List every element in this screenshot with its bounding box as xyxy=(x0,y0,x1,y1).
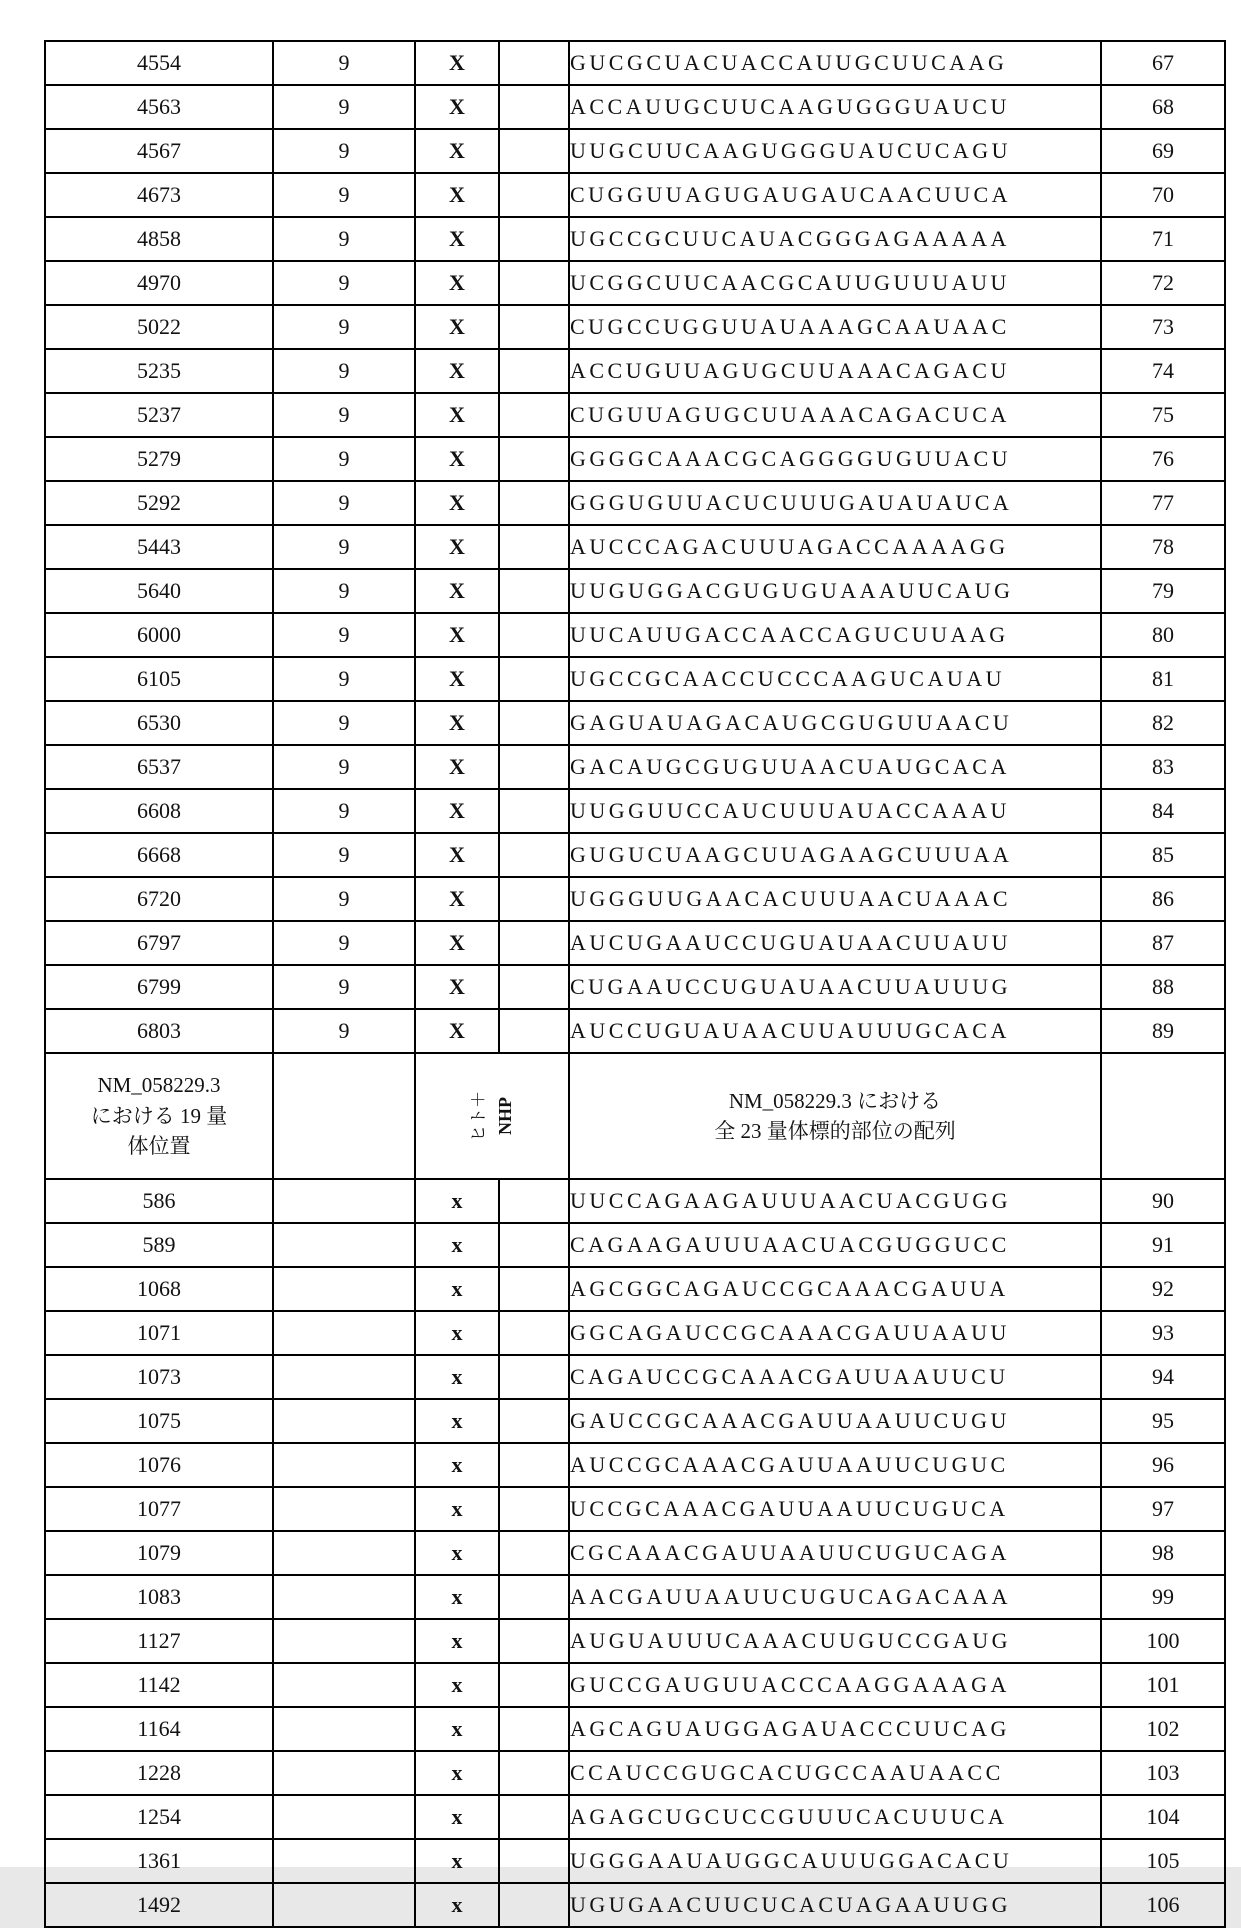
seq-id-cell: 78 xyxy=(1101,525,1225,569)
nhp-mark-cell xyxy=(499,85,569,129)
seq-id-cell: 88 xyxy=(1101,965,1225,1009)
seq-id-cell: 99 xyxy=(1101,1575,1225,1619)
position-cell: 1077 xyxy=(45,1487,273,1531)
nhp-mark-cell xyxy=(499,745,569,789)
upper-section xyxy=(45,41,1225,1053)
species-mark-cell: x xyxy=(415,1707,499,1751)
table-row xyxy=(45,1795,1225,1839)
table-row xyxy=(45,173,1225,217)
sequence-cell: AUCCUGUAUAACUUAUUUGCACA xyxy=(569,1009,1101,1053)
nhp-mark-cell xyxy=(499,921,569,965)
position-cell: 4554 xyxy=(45,41,273,85)
position-cell: 1127 xyxy=(45,1619,273,1663)
species-mark-cell: X xyxy=(415,701,499,745)
sequence-cell: UUCCAGAAGAUUUAACUACGUGG xyxy=(569,1179,1101,1223)
count-cell xyxy=(273,1839,415,1883)
species-mark-cell: X xyxy=(415,173,499,217)
count-cell xyxy=(273,1883,415,1927)
sequence-cell: UGGGUUGAACACUUUAACUAAAC xyxy=(569,877,1101,921)
sequence-cell: CUGUUAGUGCUUAAACAGACUCA xyxy=(569,393,1101,437)
species-mark-cell: X xyxy=(415,657,499,701)
nhp-mark-cell xyxy=(499,261,569,305)
sequence-cell: GGCAGAUCCGCAAACGAUUAAUU xyxy=(569,1311,1101,1355)
seq-id-cell: 70 xyxy=(1101,173,1225,217)
table-row xyxy=(45,41,1225,85)
seq-id-cell: 80 xyxy=(1101,613,1225,657)
count-cell xyxy=(273,1795,415,1839)
seq-id-cell: 76 xyxy=(1101,437,1225,481)
species-mark-cell: X xyxy=(415,129,499,173)
nhp-mark-cell xyxy=(499,1009,569,1053)
nhp-mark-cell xyxy=(499,173,569,217)
species-mark-cell: X xyxy=(415,481,499,525)
sequence-cell: UUCAUUGACCAACCAGUCUUAAG xyxy=(569,613,1101,657)
table-row xyxy=(45,1619,1225,1663)
seq-id-cell: 92 xyxy=(1101,1267,1225,1311)
nhp-mark-cell xyxy=(499,1619,569,1663)
count-cell xyxy=(273,1751,415,1795)
nhp-mark-cell xyxy=(499,481,569,525)
seq-id-cell: 96 xyxy=(1101,1443,1225,1487)
count-cell: 9 xyxy=(273,613,415,657)
species-mark-cell: x xyxy=(415,1839,499,1883)
count-cell xyxy=(273,1575,415,1619)
position-cell: 4563 xyxy=(45,85,273,129)
table-row xyxy=(45,85,1225,129)
table-row xyxy=(45,569,1225,613)
count-cell: 9 xyxy=(273,261,415,305)
nhp-mark-cell xyxy=(499,613,569,657)
position-cell: 1071 xyxy=(45,1311,273,1355)
count-cell xyxy=(273,1443,415,1487)
seq-id-cell: 89 xyxy=(1101,1009,1225,1053)
sequence-cell: AUCCCAGACUUUAGACCAAAAGG xyxy=(569,525,1101,569)
species-mark-cell: X xyxy=(415,745,499,789)
count-cell: 9 xyxy=(273,393,415,437)
position-cell: 6797 xyxy=(45,921,273,965)
count-cell: 9 xyxy=(273,921,415,965)
species-column-header xyxy=(415,1053,569,1179)
sequence-cell: UGUGAACUUCUCACUAGAAUUGG xyxy=(569,1883,1101,1927)
table-row xyxy=(45,1267,1225,1311)
seq-id-cell: 84 xyxy=(1101,789,1225,833)
table-row xyxy=(45,833,1225,877)
seq-id-cell: 104 xyxy=(1101,1795,1225,1839)
position-cell: 1073 xyxy=(45,1355,273,1399)
table-row xyxy=(45,1311,1225,1355)
species-mark-cell: x xyxy=(415,1399,499,1443)
seq-id-cell: 101 xyxy=(1101,1663,1225,1707)
nhp-mark-cell xyxy=(499,393,569,437)
seq-id-cell: 75 xyxy=(1101,393,1225,437)
seq-id-cell: 97 xyxy=(1101,1487,1225,1531)
sequence-cell: UUGCUUCAAGUGGGUAUCUCAGU xyxy=(569,129,1101,173)
lower-section xyxy=(45,1179,1225,1927)
seq-id-cell: 103 xyxy=(1101,1751,1225,1795)
species-mark-cell: x xyxy=(415,1531,499,1575)
table-row xyxy=(45,1707,1225,1751)
table-row xyxy=(45,745,1225,789)
species-mark-cell: X xyxy=(415,261,499,305)
position-cell: 4567 xyxy=(45,129,273,173)
sequence-cell: CUGGUUAGUGAUGAUCAACUUCA xyxy=(569,173,1101,217)
sequence-cell: UUGGUUCCAUCUUUAUACCAAAU xyxy=(569,789,1101,833)
nhp-mark-cell xyxy=(499,1707,569,1751)
position-cell: 1142 xyxy=(45,1663,273,1707)
nhp-mark-cell xyxy=(499,41,569,85)
seq-id-cell: 93 xyxy=(1101,1311,1225,1355)
nhp-mark-cell xyxy=(499,569,569,613)
table-row xyxy=(45,1575,1225,1619)
nhp-label-column xyxy=(492,1097,518,1135)
seq-id-cell: 68 xyxy=(1101,85,1225,129)
position-cell: 1076 xyxy=(45,1443,273,1487)
seq-id-cell: 73 xyxy=(1101,305,1225,349)
count-cell: 9 xyxy=(273,217,415,261)
nhp-mark-cell xyxy=(499,877,569,921)
count-cell xyxy=(273,1223,415,1267)
position-cell: 1254 xyxy=(45,1795,273,1839)
sequence-cell: CAGAAGAUUUAACUACGUGGUCC xyxy=(569,1223,1101,1267)
nhp-mark-cell xyxy=(499,1487,569,1531)
nhp-mark-cell xyxy=(499,1311,569,1355)
count-cell: 9 xyxy=(273,41,415,85)
count-cell: 9 xyxy=(273,833,415,877)
count-cell: 9 xyxy=(273,437,415,481)
sequence-cell: UCCGCAAACGAUUAAUUCUGUCA xyxy=(569,1487,1101,1531)
count-cell: 9 xyxy=(273,569,415,613)
sequence-cell: GACAUGCGUGUUAACUAUGCACA xyxy=(569,745,1101,789)
position-cell: 4970 xyxy=(45,261,273,305)
nhp-mark-cell xyxy=(499,1839,569,1883)
nhp-mark-cell xyxy=(499,1531,569,1575)
sequence-cell: UUGUGGACGUGUGUAAAUUCAUG xyxy=(569,569,1101,613)
nhp-mark-cell xyxy=(499,965,569,1009)
seq-id-cell: 90 xyxy=(1101,1179,1225,1223)
position-cell: 6000 xyxy=(45,613,273,657)
count-cell xyxy=(273,1355,415,1399)
nhp-mark-cell xyxy=(499,305,569,349)
sequence-cell: CUGCCUGGUUAUAAAGCAAUAAC xyxy=(569,305,1101,349)
nhp-mark-cell xyxy=(499,1443,569,1487)
species-mark-cell: X xyxy=(415,789,499,833)
table-row xyxy=(45,789,1225,833)
position-cell: 1079 xyxy=(45,1531,273,1575)
species-mark-cell: x xyxy=(415,1179,499,1223)
species-mark-cell: x xyxy=(415,1663,499,1707)
seq-id-cell: 106 xyxy=(1101,1883,1225,1927)
table-row xyxy=(45,129,1225,173)
species-mark-cell: x xyxy=(415,1751,499,1795)
sequence-cell: CGCAAACGAUUAAUUCUGUCAGA xyxy=(569,1531,1101,1575)
seq-id-cell: 67 xyxy=(1101,41,1225,85)
species-mark-cell: X xyxy=(415,569,499,613)
table-row xyxy=(45,217,1225,261)
count-cell xyxy=(273,1179,415,1223)
nhp-mark-cell xyxy=(499,1575,569,1619)
nhp-mark-cell xyxy=(499,833,569,877)
position-cell: 6668 xyxy=(45,833,273,877)
sequence-cell: ACCUGUUAGUGCUUAAACAGACU xyxy=(569,349,1101,393)
position-cell: 6803 xyxy=(45,1009,273,1053)
table-row xyxy=(45,481,1225,525)
count-column-header xyxy=(273,1053,415,1179)
position-cell: 5292 xyxy=(45,481,273,525)
table-row xyxy=(45,261,1225,305)
nhp-mark-cell xyxy=(499,1883,569,1927)
species-mark-cell: x xyxy=(415,1267,499,1311)
nhp-mark-cell xyxy=(499,1663,569,1707)
table-row xyxy=(45,613,1225,657)
position-cell: 1164 xyxy=(45,1707,273,1751)
sequence-cell: AACGAUUAAUUCUGUCAGACAAA xyxy=(569,1575,1101,1619)
table-row xyxy=(45,701,1225,745)
seq-id-cell: 85 xyxy=(1101,833,1225,877)
seq-id-cell: 79 xyxy=(1101,569,1225,613)
species-mark-cell: X xyxy=(415,217,499,261)
nhp-mark-cell xyxy=(499,1355,569,1399)
nhp-label: NHP xyxy=(494,1097,515,1135)
human-plus-label: ヒト＋ xyxy=(468,1090,488,1142)
species-mark-cell: x xyxy=(415,1883,499,1927)
position-cell: 5640 xyxy=(45,569,273,613)
count-cell xyxy=(273,1663,415,1707)
sequence-cell: GGGUGUUACUCUUUGAUAUAUCA xyxy=(569,481,1101,525)
species-mark-cell: X xyxy=(415,1009,499,1053)
seq-id-column-header xyxy=(1101,1053,1225,1179)
position-cell: 6720 xyxy=(45,877,273,921)
species-mark-cell: X xyxy=(415,965,499,1009)
species-mark-cell: x xyxy=(415,1311,499,1355)
nhp-mark-cell xyxy=(499,129,569,173)
position-cell: 6799 xyxy=(45,965,273,1009)
table-row xyxy=(45,1009,1225,1053)
sequence-cell: AGCGGCAGAUCCGCAAACGAUUA xyxy=(569,1267,1101,1311)
position-cell: 5237 xyxy=(45,393,273,437)
table-row xyxy=(45,1355,1225,1399)
species-mark-cell: X xyxy=(415,877,499,921)
sequence-column-header: NM_058229.3 における 全 23 量体標的部位の配列 xyxy=(569,1053,1101,1179)
nhp-mark-cell xyxy=(499,217,569,261)
nhp-mark-cell xyxy=(499,701,569,745)
nhp-mark-cell xyxy=(499,1399,569,1443)
table-row xyxy=(45,965,1225,1009)
count-cell: 9 xyxy=(273,481,415,525)
seq-id-cell: 91 xyxy=(1101,1223,1225,1267)
sequence-cell: UGGGAAUAUGGCAUUUGGACACU xyxy=(569,1839,1101,1883)
nhp-mark-cell xyxy=(499,525,569,569)
count-cell xyxy=(273,1311,415,1355)
species-mark-cell: X xyxy=(415,85,499,129)
nhp-mark-cell xyxy=(499,657,569,701)
count-cell xyxy=(273,1399,415,1443)
nhp-mark-cell xyxy=(499,1223,569,1267)
sequence-cell: AGCAGUAUGGAGAUACCCUUCAG xyxy=(569,1707,1101,1751)
table-row xyxy=(45,921,1225,965)
position-cell: 1083 xyxy=(45,1575,273,1619)
nhp-mark-cell xyxy=(499,1179,569,1223)
count-cell: 9 xyxy=(273,525,415,569)
count-cell: 9 xyxy=(273,701,415,745)
nhp-mark-cell xyxy=(499,1795,569,1839)
nhp-mark-cell xyxy=(499,1267,569,1311)
species-mark-cell: X xyxy=(415,41,499,85)
count-cell: 9 xyxy=(273,173,415,217)
sequence-cell: UGCCGCAACCUCCCAAGUCAUAU xyxy=(569,657,1101,701)
seq-id-cell: 94 xyxy=(1101,1355,1225,1399)
seq-id-cell: 71 xyxy=(1101,217,1225,261)
position-cell: 6537 xyxy=(45,745,273,789)
species-mark-cell: X xyxy=(415,437,499,481)
table-row xyxy=(45,657,1225,701)
position-cell: 1228 xyxy=(45,1751,273,1795)
sequence-cell: CUGAAUCCUGUAUAACUUAUUUG xyxy=(569,965,1101,1009)
sequence-cell: GUGUCUAAGCUUAGAAGCUUUAA xyxy=(569,833,1101,877)
table-row xyxy=(45,393,1225,437)
sequence-cell: UCGGCUUCAACGCAUUGUUUAUU xyxy=(569,261,1101,305)
seq-id-cell: 83 xyxy=(1101,745,1225,789)
count-cell: 9 xyxy=(273,85,415,129)
count-cell: 9 xyxy=(273,657,415,701)
species-mark-cell: x xyxy=(415,1487,499,1531)
position-cell: 6530 xyxy=(45,701,273,745)
table-row xyxy=(45,877,1225,921)
position-cell: 6608 xyxy=(45,789,273,833)
count-cell: 9 xyxy=(273,745,415,789)
species-mark-cell: X xyxy=(415,393,499,437)
table-row xyxy=(45,1663,1225,1707)
sequence-cell: AUCUGAAUCCUGUAUAACUUAUU xyxy=(569,921,1101,965)
sequence-cell: CAGAUCCGCAAACGAUUAAUUCU xyxy=(569,1355,1101,1399)
count-cell xyxy=(273,1531,415,1575)
count-cell xyxy=(273,1267,415,1311)
seq-id-cell: 100 xyxy=(1101,1619,1225,1663)
position-cell: 5022 xyxy=(45,305,273,349)
sequence-cell: AUGUAUUUCAAACUUGUCCGAUG xyxy=(569,1619,1101,1663)
seq-id-cell: 86 xyxy=(1101,877,1225,921)
count-cell: 9 xyxy=(273,877,415,921)
count-cell xyxy=(273,1707,415,1751)
species-mark-cell: X xyxy=(415,921,499,965)
nhp-mark-cell xyxy=(499,437,569,481)
seq-id-cell: 87 xyxy=(1101,921,1225,965)
seq-id-cell: 72 xyxy=(1101,261,1225,305)
species-mark-cell: X xyxy=(415,525,499,569)
table-row xyxy=(45,1223,1225,1267)
position-cell: 4858 xyxy=(45,217,273,261)
rotated-labels xyxy=(416,1054,568,1178)
seq-id-cell: 82 xyxy=(1101,701,1225,745)
seq-id-cell: 98 xyxy=(1101,1531,1225,1575)
position-cell: 1492 xyxy=(45,1883,273,1927)
position-cell: 4673 xyxy=(45,173,273,217)
position-cell: 6105 xyxy=(45,657,273,701)
sequence-cell: GUCGCUACUACCAUUGCUUCAAG xyxy=(569,41,1101,85)
table-row xyxy=(45,305,1225,349)
seq-id-cell: 81 xyxy=(1101,657,1225,701)
position-cell: 589 xyxy=(45,1223,273,1267)
table-row xyxy=(45,525,1225,569)
seq-id-cell: 102 xyxy=(1101,1707,1225,1751)
sequence-cell: GUCCGAUGUUACCCAAGGAAAGA xyxy=(569,1663,1101,1707)
count-cell: 9 xyxy=(273,349,415,393)
species-mark-cell: x xyxy=(415,1619,499,1663)
count-cell: 9 xyxy=(273,305,415,349)
count-cell: 9 xyxy=(273,129,415,173)
species-mark-cell: x xyxy=(415,1355,499,1399)
table-row xyxy=(45,437,1225,481)
position-cell: 5235 xyxy=(45,349,273,393)
seq-id-cell: 69 xyxy=(1101,129,1225,173)
position-cell: 1075 xyxy=(45,1399,273,1443)
sequence-cell: ACCAUUGCUUCAAGUGGGUAUCU xyxy=(569,85,1101,129)
table-row xyxy=(45,1487,1225,1531)
mid-header-section xyxy=(45,1053,1225,1179)
sequence-cell: AUCCGCAAACGAUUAAUUCUGUC xyxy=(569,1443,1101,1487)
table-row xyxy=(45,1443,1225,1487)
species-mark-cell: x xyxy=(415,1223,499,1267)
position-cell: 5443 xyxy=(45,525,273,569)
species-mark-cell: X xyxy=(415,349,499,393)
seq-id-cell: 105 xyxy=(1101,1839,1225,1883)
position-cell: 5279 xyxy=(45,437,273,481)
species-mark-cell: x xyxy=(415,1575,499,1619)
table-row xyxy=(45,1399,1225,1443)
seq-id-cell: 95 xyxy=(1101,1399,1225,1443)
position-cell: 586 xyxy=(45,1179,273,1223)
position-cell: 1068 xyxy=(45,1267,273,1311)
table-row xyxy=(45,1531,1225,1575)
count-cell: 9 xyxy=(273,789,415,833)
target-sequence-table xyxy=(44,40,1226,1928)
sequence-cell: CCAUCCGUGCACUGCCAAUAACC xyxy=(569,1751,1101,1795)
count-cell: 9 xyxy=(273,1009,415,1053)
seq-id-cell: 77 xyxy=(1101,481,1225,525)
sequence-cell: GAGUAUAGACAUGCGUGUUAACU xyxy=(569,701,1101,745)
species-mark-cell: x xyxy=(415,1443,499,1487)
position-cell: 1361 xyxy=(45,1839,273,1883)
species-mark-cell: X xyxy=(415,833,499,877)
position-column-header: NM_058229.3 における 19 量 体位置 xyxy=(45,1053,273,1179)
table-row xyxy=(45,1839,1225,1883)
mid-header-row xyxy=(45,1053,1225,1179)
table-row xyxy=(45,349,1225,393)
species-mark-cell: X xyxy=(415,305,499,349)
sequence-cell: UGCCGCUUCAUACGGGAGAAAAA xyxy=(569,217,1101,261)
nhp-mark-cell xyxy=(499,349,569,393)
count-cell xyxy=(273,1487,415,1531)
human-label-column xyxy=(466,1090,492,1142)
nhp-mark-cell xyxy=(499,789,569,833)
sequence-cell: AGAGCUGCUCCGUUUCACUUUCA xyxy=(569,1795,1101,1839)
count-cell: 9 xyxy=(273,965,415,1009)
count-cell xyxy=(273,1619,415,1663)
sequence-cell: GAUCCGCAAACGAUUAAUUCUGU xyxy=(569,1399,1101,1443)
species-mark-cell: x xyxy=(415,1795,499,1839)
sequence-cell: GGGGCAAACGCAGGGGUGUUACU xyxy=(569,437,1101,481)
table-row xyxy=(45,1751,1225,1795)
nhp-mark-cell xyxy=(499,1751,569,1795)
species-mark-cell: X xyxy=(415,613,499,657)
seq-id-cell: 74 xyxy=(1101,349,1225,393)
table-row xyxy=(45,1179,1225,1223)
table-row xyxy=(45,1883,1225,1927)
